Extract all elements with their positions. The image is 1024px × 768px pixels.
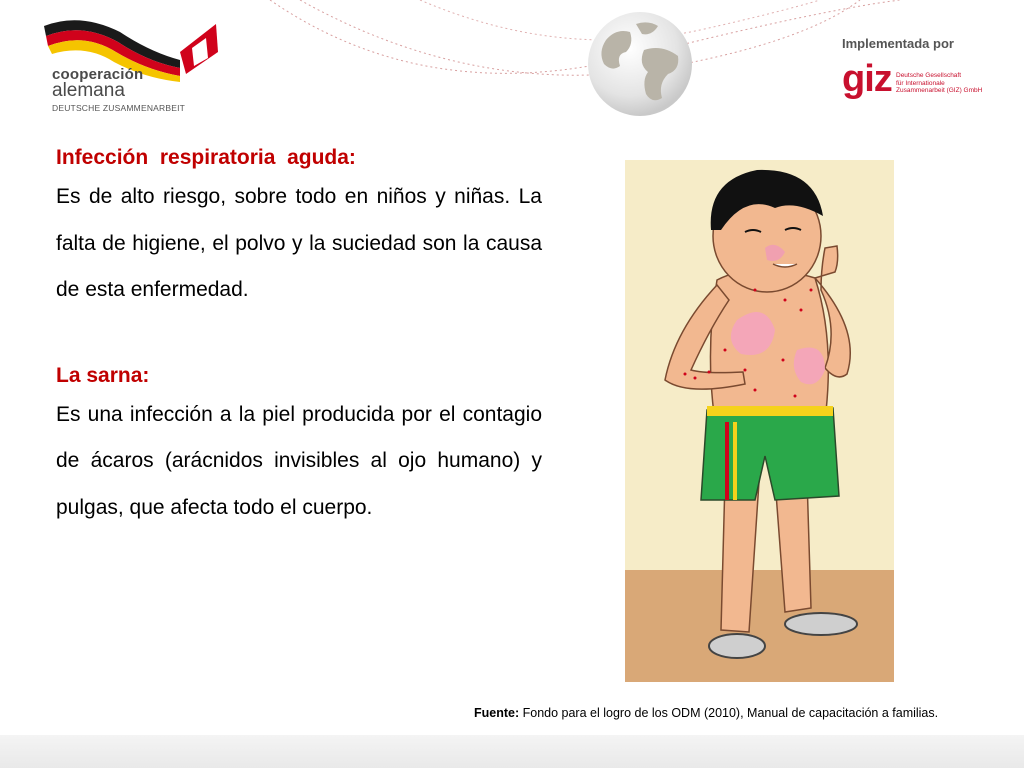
source-citation	[474, 706, 938, 720]
section-heading-sarna: La sarna:	[56, 363, 150, 387]
giz-name-line: Zusammenarbeit (GIZ) GmbH	[896, 87, 983, 94]
globe-icon	[586, 10, 694, 118]
footer-band	[0, 735, 1024, 768]
giz-name-line: Deutsche Gesellschaft	[896, 72, 962, 79]
giz-name	[896, 72, 1006, 95]
logo-text-deutsche: DEUTSCHE ZUSAMMENARBEIT	[52, 103, 186, 113]
section-body-ira: Es de alto riesgo, sobre todo en niños y niñas. La falta de higiene, el polvo y la suciedad son la causa de esta enfermedad.	[56, 185, 542, 301]
giz-name-line: für Internationale	[896, 79, 945, 87]
implemented-by-label: Implementada por	[842, 36, 954, 51]
section-body-sarna: Es una infección a la piel producida por el contagio de ácaros (arácnidos invisibles al ojo humano) y pulgas, que afecta todo el cuerpo.	[56, 402, 542, 519]
section-heading-ira: Infección respiratoria aguda:	[56, 146, 356, 169]
source-label: Fuente:	[474, 706, 520, 720]
giz-logo: giz	[842, 58, 892, 100]
main-text	[56, 142, 542, 531]
child-illustration	[625, 160, 894, 682]
logo-text-alemana: alemana	[52, 80, 125, 101]
source-text: Fondo para el logro de los ODM (2010), Manual de capacitación a familias.	[519, 706, 939, 720]
logo-text-cooperacion: cooperación	[52, 66, 144, 83]
